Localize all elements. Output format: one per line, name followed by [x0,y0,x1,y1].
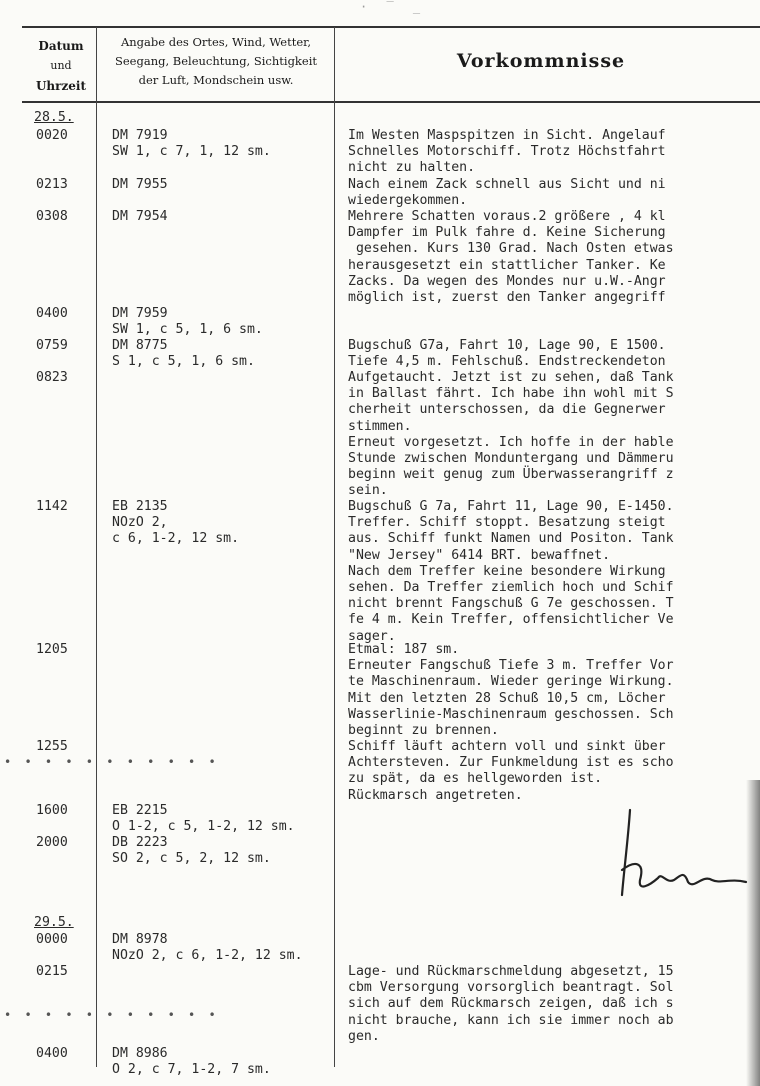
header-date-column [22,36,100,96]
row-event: Nach einem Zack schnell aus Sicht und ni wiedergekommen. [348,177,666,209]
signature-stroke [622,810,746,895]
row-time: 29.5. [34,915,74,930]
row-time: 0215 [36,964,68,979]
row-time: 2000 [36,835,68,850]
row-place: EB 2135 NOzO 2, c 6, 1-2, 12 sm. [112,499,240,547]
row-place: DM 8978 NOzO 2, c 6, 1-2, 12 sm. [112,932,303,964]
header-date-line-1: Datum [38,39,84,53]
scan-shadow-edge [746,780,760,1086]
row-time: 0400 [36,1046,68,1061]
row-time: 0759 [36,338,68,353]
row-place: DM 7919 SW 1, c 7, 1, 12 sm. [112,128,271,160]
header-bottom-rule [22,101,760,103]
signature [600,800,750,910]
page-top-mark: · ‾ _ [360,0,427,14]
header-place-line-1: Angabe des Ortes, Wind, Wetter, [120,35,312,49]
row-event: Bugschuß G7a, Fahrt 10, Lage 90, E 1500. Tiefe 4,5 m. Fehlschuß. Endstreckendeton [348,338,666,370]
header-place-line-2: Seegang, Beleuchtung, Sichtigkeit [114,54,318,68]
row-event: Lage- und Rückmarschmeldung abgesetzt, 15 cbm Versorgung vorsorglich beantragt. Sol sich auf dem Rückmarsch zeigen, daß ich s nicht brauche, kann ich sie immer noch ab gen. [348,964,674,1044]
header-date-line-3: Uhrzeit [35,79,87,93]
header-place-column [98,33,334,90]
row-place: DM 7955 [112,177,168,192]
row-event: Im Westen Maspspitzen in Sicht. Angelauf Schnelles Motorschiff. Trotz Höchstfahrt nicht zu halten. [348,128,666,176]
row-place: DM 7959 SW 1, c 5, 1, 6 sm. [112,306,263,338]
header-top-rule [22,26,760,28]
signature-text: Kmdt. [740,908,744,909]
header-date-line-2: und [50,59,72,72]
row-place: DB 2223 SO 2, c 5, 2, 12 sm. [112,835,271,867]
row-event: Etmal: 187 sm. Erneuter Fangschuß Tiefe 3 m. Treffer Vor te Maschinenraum. Wieder geringe Wirkung. Mit den letzten 28 Schuß 10,5 cm, Löcher Wasserlinie-Maschinenraum geschossen. Sch beginnt zu brennen. [348,642,674,739]
row-time: 0000 [36,932,68,947]
separator-dots: • • • • • • • • • • • [4,755,219,769]
row-time: 0823 [36,370,68,385]
row-time: 0308 [36,209,68,224]
row-place: DM 8986 O 2, c 7, 1-2, 7 sm. [112,1046,271,1078]
row-time: 1600 [36,803,68,818]
row-event: Mehrere Schatten voraus.2 größere , 4 kl Dampfer im Pulk fahre d. Keine Sicherung gesehen. Kurs 130 Grad. Nach Osten etwas herausgesetzt ein stattlicher Tanker. Ke Zacks. Da wegen des Mondes nur u.W.-Angr möglich ist, zuerst den Tanker angegriff [348,209,674,306]
row-place: DM 7954 [112,209,168,224]
row-time: 0213 [36,177,68,192]
row-event: Bugschuß G 7a, Fahrt 11, Lage 90, E-1450. Treffer. Schiff stoppt. Besatzung steigt aus. Schiff funkt Namen und Positon. Tank "New Jersey" 6414 BRT. bewaffnet. Nach dem Treffer keine besondere Wirkung sehen. Da Treffer ziemlich hoch und Schif nicht brennt Fangschuß G 7e geschossen. T fe 4 m. Kein Treffer, offensichtlicher Ve sager. [348,499,674,644]
row-time: 1255 [36,739,68,754]
row-place: EB 2215 O 1-2, c 5, 1-2, 12 sm. [112,803,295,835]
row-time: 1205 [36,642,68,657]
separator-dots: • • • • • • • • • • • [4,1008,219,1022]
row-time: 28.5. [34,110,74,125]
row-time: 1142 [36,499,68,514]
row-time: 0020 [36,128,68,143]
header-events-column: Vorkommnisse [456,50,626,72]
header-place-line-3: der Luft, Mondschein usw. [138,73,294,87]
column-divider-place [334,27,335,1067]
row-event: Aufgetaucht. Jetzt ist zu sehen, daß Tank in Ballast fährt. Ich habe ihn wohl mit S cherheit unterschossen, da die Gegnerwer stimmen. Erneut vorgesetzt. Ich hoffe in der hable Stunde zwischen Monduntergang und Dämmeru beginn weit genug zum Überwasserangriff z sein. [348,370,674,499]
column-divider-date [96,27,97,1067]
row-place: DM 8775 S 1, c 5, 1, 6 sm. [112,338,255,370]
row-time: 0400 [36,306,68,321]
row-event: Schiff läuft achtern voll und sinkt über Achtersteven. Zur Funkmeldung ist es scho zu spät, da es hellgeworden ist. Rückmarsch angetreten. [348,739,674,803]
